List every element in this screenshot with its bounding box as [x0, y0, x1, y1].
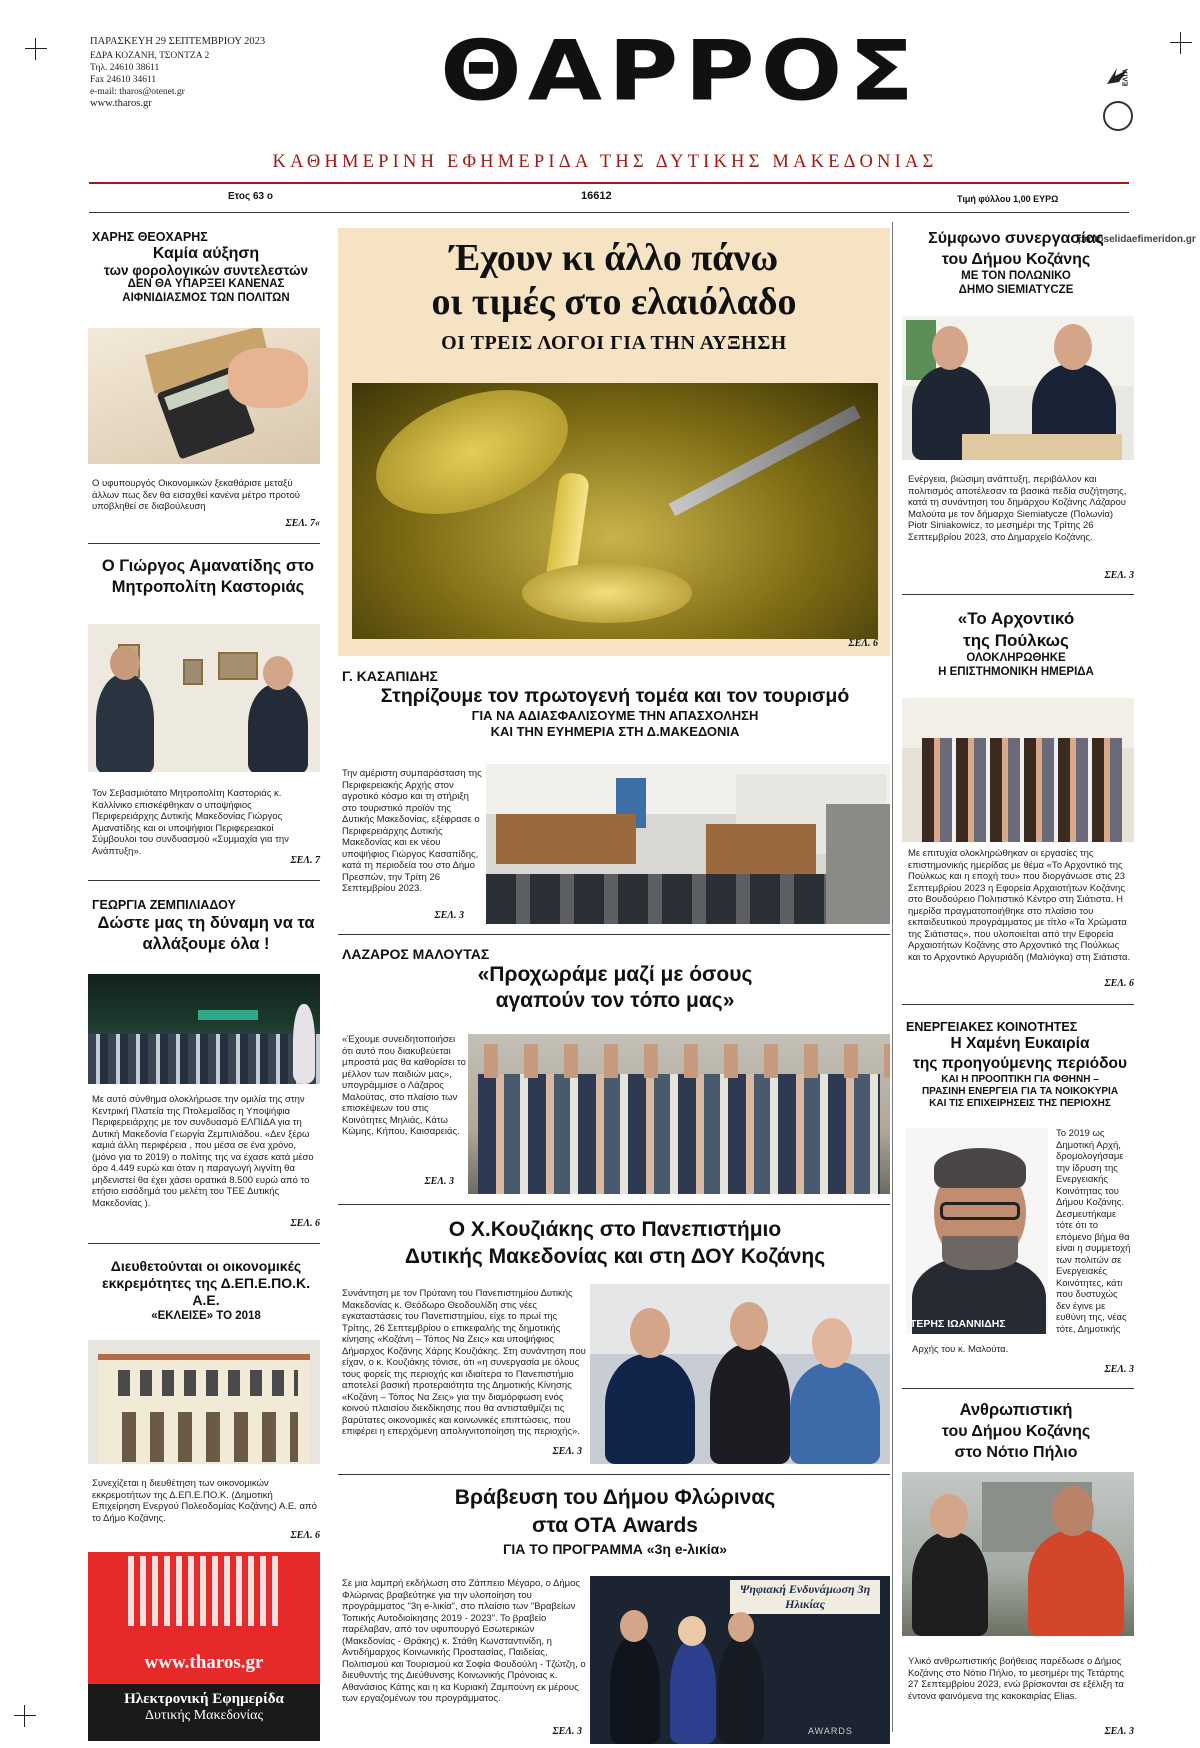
ad-line2: Δυτικής Μακεδονίας — [144, 1708, 264, 1723]
kicker: ΛΑΖΑΡΟΣ ΜΑΛΟΥΤΑΣ — [342, 946, 490, 962]
price: Τιμή φύλλου 1,00 ΕΥΡΩ — [957, 194, 1059, 204]
lead-subtitle: ΟΙ ΤΡΕΙΣ ΛΟΓΟΙ ΓΙΑ ΤΗΝ ΑΥΞΗΣΗ — [441, 332, 787, 354]
elta-label: ΕΛΤΑ — [1122, 68, 1130, 87]
article-depepok[interactable] — [92, 1258, 320, 1324]
subhead: ΓΙΑ ΤΟ ΠΡΟΓΡΑΜΜΑ «3η e-λικία» — [502, 1541, 728, 1557]
issue-number: 16612 — [581, 190, 612, 202]
headline-1: «Προχωράμε μαζί με όσους — [477, 963, 753, 986]
headline-amanatidis: Ο Γιώργος Αμανατίδης στο Μητροπολίτη Καστοριάς — [101, 557, 315, 596]
divider — [902, 1388, 1134, 1389]
headline: Δώστε μας τη δύναμη να τα αλλάξουμε όλα ! — [97, 914, 315, 953]
body: Την αμέριστη συμπαράσταση της Περιφερειακής Αρχής στον αγροτικό κόσμο και τη στήριξη στο τουριστικό προϊόν της Δυτικής Μακεδονίας, εξέφρασε ο Περιφερειάρχης Δυτικής Μακεδονίας και εκ νέου υποψήφιος Γιώργος Κασαπίδης, κατά τη περιοδεία του στο Δήμο Πρεσπών, την Τρίτη 26 Σεπτεμβρίου 2023. — [342, 768, 482, 894]
subhead: των φορολογικών συντελεστών — [103, 263, 309, 278]
subhead-caps: «ΕΚΛΕΙΣΕ» ΤΟ 2018 — [151, 1310, 261, 1322]
photo-calculator-money — [88, 328, 320, 464]
watermark: protoselidaefimeridon.gr — [1078, 234, 1196, 245]
headline-2: της προηγούμενης περιόδου — [912, 1055, 1128, 1072]
divider — [88, 543, 320, 544]
subhead-caps-2: ΑΙΦΝΙΔΙΑΣΜΟΣ ΤΩΝ ΠΟΛΙΤΩΝ — [122, 291, 290, 304]
body: Συνάντηση με τον Πρύτανη του Πανεπιστημίου Δυτικής Μακεδονίας κ. Θεόδωρο Θεοδουλίδη στις νέες εγκαταστάσεις του Πανεπιστημίου, είχε το πρωί της Τρίτης, 26 Σεπτεμβρίου ο επικεφαλής της δημοτικής κίνησης «Κοζάνη – Τόπος Να Ζεις» και υποψήφιος Δήμαρχος Κοζάνης Χάρης Κουζιάκης. Στη συνάντηση που είχαν, ο κ. Κουζιάκης τόνισε, ότι «η συνεργασία με όλους τους φορείς της περιοχής και ιδιαίτερα το Πανεπιστήμιο αποτελεί βασική προτεραιότητα της Δημοτικής Κίνησης «Κοζάνη – Τόπος Να Ζεις» για την διαμόρφωση ενός κοινού πλαισίου διεκδίκησης που θα αντισταθμίζει τις βαρύτατες οικονομικές και κοινωνικές επιπτώσεις, που επιφέρει η επερχόμενη απολιγνιτοποίηση της περιοχής». — [342, 1288, 586, 1437]
lead-title-2: οι τιμές στο ελαιόλαδο — [431, 281, 797, 323]
photo-group — [468, 1034, 890, 1194]
article-maloutas[interactable] — [342, 946, 888, 1014]
page-ref[interactable]: ΣΕΛ. 3 — [552, 1446, 582, 1457]
stamp-icon — [1103, 101, 1133, 131]
page-ref[interactable]: ΣΕΛ. 3 — [1104, 570, 1134, 581]
body: Υλικό ανθρωπιστικής βοήθειας παρέδωσε ο Δήμος Κοζάνης στο Νότιο Πήλιο, το μεσημέρι της Τετάρτης 27 Σεπτεμβρίου 2023, ενώ βρίσκονται σε εξέλιξη τα έντονα φαινόμενα της κακοκαιρίας Elias. — [908, 1656, 1124, 1702]
subhead-2: Η ΕΠΙΣΤΗΜΟΝΙΚΗ ΗΜΕΡΙΔΑ — [938, 665, 1094, 678]
subhead-caps: ΔΕΝ ΘΑ ΥΠΑΡΞΕΙ ΚΑΝΕΝΑΣ — [127, 278, 285, 290]
headline: Στηρίζουμε τον πρωτογενή τομέα και τον τουρισμό — [380, 685, 850, 707]
page-ref[interactable]: ΣΕΛ. 3 — [1104, 1726, 1134, 1737]
body: Τον Σεβασμιότατο Μητροπολίτη Καστοριάς κ. Καλλίνικο επισκέφθηκαν ο υποψήφιος Περιφερειάρχης Δυτικής Μακεδονίας Γιώργος Αμανατίδης και οι υποψήφιοι Περιφερειακοί Σύμβουλοι του συνδυασμού «Συμμαχία για την Ανάπτυξη». — [92, 788, 289, 857]
glasses — [940, 1202, 1020, 1220]
article-kasapidis[interactable] — [342, 668, 888, 740]
award-banner: Ψηφιακή Ενδυνάμωση 3η Ηλικίας — [730, 1580, 880, 1614]
lead-title-1: Έχουν κι άλλο πάνω — [449, 237, 779, 279]
kicker: ΓΕΩΡΓΙΑ ΖΕΜΠΙΛΙΑΔΟΥ — [92, 898, 236, 912]
column-divider-right — [892, 222, 893, 1732]
body: Με επιτυχία ολοκληρώθηκαν οι εργασίες της επιστημονικής ημερίδας με θέμα «Το Αρχοντικό της Πούλκως και η εποχή του» που διοργάνωσε στις 23 Σεπτεμβρίου 2023 η Εφορεία Αρχαιοτήτων Κοζάνης στο Βουδούρειο Πολιτιστικό Κέντρο στη Σιάτιστα. Η ημερίδα πραγματοποιήθηκε στο πλαίσιο του εκπαιδευτικού προγράμματος με τίτλο «Τα Χρώματα της Σιάτιστας», που υλοποιείται από την Εφορεία Αρχαιοτήτων Κοζάνης στο Αρχοντικό της Πούλκως και το Αρχοντικό Αργυριάδη (Μαλιόγκα) στη Σιάτιστα. — [908, 848, 1131, 963]
headline-2: του Δήμου Κοζάνης — [941, 1423, 1091, 1440]
article-zempiliadou[interactable] — [92, 898, 320, 955]
page-ref[interactable]: ΣΕΛ. 6 — [1104, 978, 1134, 989]
headline-1: Ο Χ.Κουζιάκης στο Πανεπιστήμιο — [448, 1218, 782, 1241]
article-poulkos[interactable] — [900, 608, 1132, 679]
divider — [88, 1243, 320, 1244]
page-ref[interactable]: ΣΕΛ. 7 — [290, 855, 320, 866]
header-rule — [89, 182, 1129, 184]
headline-1: Βράβευση του Δήμου Φλώρινας — [454, 1486, 776, 1509]
page-ref[interactable]: ΣΕΛ. 7« — [285, 518, 320, 529]
website[interactable]: www.tharos.gr — [90, 98, 152, 109]
photo-signing — [902, 316, 1134, 460]
elta-logo — [1103, 62, 1133, 131]
ad-line1: Ηλεκτρονική Εφημερίδα — [124, 1691, 284, 1707]
headline-2: Δυτικής Μακεδονίας και στη ΔΟΥ Κοζάνης — [404, 1245, 826, 1268]
issue-date: ΠΑΡΑΣΚΕΥΗ 29 ΣΕΠΤΕΜΒΡΙΟΥ 2023 — [90, 36, 266, 47]
headline-2: του Δήμου Κοζάνης — [941, 251, 1091, 268]
headline-2: της Πούλκως — [963, 631, 1069, 650]
page-ref[interactable]: ΣΕΛ. 3 — [1104, 1364, 1134, 1375]
masthead: ΘΑΡΡΟΣ — [440, 23, 920, 120]
divider — [338, 1204, 890, 1205]
subhead-2: ΚΑΙ ΤΗΝ ΕΥΗΜΕΡΙΑ ΣΤΗ Δ.ΜΑΚΕΔΟΝΙΑ — [490, 724, 740, 739]
kicker: ΧΑΡΗΣ ΘΕΟΧΑΡΗΣ — [92, 230, 208, 244]
page-ref[interactable]: ΣΕΛ. 6 — [290, 1218, 320, 1229]
page-ref[interactable]: ΣΕΛ. 3 — [434, 910, 464, 921]
page-ref[interactable]: ΣΕΛ. 6 — [848, 638, 878, 649]
body: «Έχουμε συνειδητοποιήσει ότι αυτό που διακυβεύεται μπροστά μας θα καθορίσει το μέλλον των παιδιών μας», υπογράμμισε ο Λάζαρος Μαλούτας, στο πλαίσιο των επισκέψεων του στις Κοινότητες Μηλιάς, Κάτω Κώμης, Κήπου, Καισαρειάς. — [342, 1034, 466, 1137]
article-siemiatycze[interactable] — [900, 228, 1132, 297]
article-kouziakis[interactable] — [342, 1216, 888, 1270]
article-energy-communities[interactable] — [906, 1020, 1134, 1110]
fax: Fax 24610 34611 — [90, 75, 157, 85]
year: Ετος 63 ο — [228, 191, 273, 202]
photo-university — [590, 1284, 890, 1464]
awards-text: AWARDS — [808, 1726, 853, 1736]
header-info — [90, 36, 300, 110]
body: Με αυτό σύνθημα ολοκλήρωσε την ομιλία της στην Κεντρική Πλατεία της Πτολεμαΐδας η Υποψήφια Περιφερειάρχης με τον συνδυασμό ΕΛΠΙΔΑ για τη Δυτική Μακεδονία Γεωργία Ζεμπιλιάδου. «Δεν ξέρω καμιά άλλη περιφέρεια , που μέσα σε ένα χρόνο, (μόνο για το 2019) ο πολίτης της να έχασε κατά μέσο όρο 4.449 ευρώ και όταν η παραγωγή λιγνίτη θα μηδενιστεί θα έχει χάσει ορατικά 8.500 ευρώ από το ετήσιο εισόδημά του μελέτη του ΤΕΕ Δυτικής Μακεδονίας ). — [92, 1094, 314, 1209]
crop-mark-top-left — [25, 38, 47, 60]
headline-1: Σύμφωνο συνεργασίας — [928, 230, 1104, 247]
body: Ο υφυπουργός Οικονομικών ξεκαθάρισε μεταξύ άλλων πως δεν θα εισαχθεί κανένα μέτρο προτού υποβληθεί σε διαβούλευση — [92, 478, 300, 512]
kicker: ΕΝΕΡΓΕΙΑΚΕΣ ΚΟΙΝΟΤΗΤΕΣ — [906, 1020, 1078, 1034]
page-ref[interactable]: ΣΕΛ. 6 — [290, 1530, 320, 1541]
subhead-1: ΜΕ ΤΟΝ ΠΟΛΩΝΙΚΟ — [961, 270, 1071, 282]
headline-1: Ανθρωπιστική — [959, 1401, 1073, 1419]
headline: Διευθετούνται οι οικονομικές εκκρεμότητες της Δ.ΕΠ.Ε.ΠΟ.Κ. Α.Ε. — [101, 1258, 310, 1308]
page-ref[interactable]: ΣΕΛ. 3 — [424, 1176, 454, 1187]
phone: Τηλ. 24610 38611 — [90, 63, 160, 73]
headline-2: στα ΟΤΑ Awards — [532, 1514, 698, 1537]
photo-olive-oil — [352, 383, 878, 639]
body: Σε μια λαμπρή εκδήλωση στο Ζάππειο Μέγαρο, ο Δήμος Φλώρινας βραβεύτηκε για την υλοποίηση του προγράμματος "3η e-λικία", στο πλαίσιο των "Βραβείων Τοπικής Αυτοδιοίκησης 2019 - 2023". Το βραβείο παρέλαβαν, από τον υφυπουργό Εσωτερικών (Μακεδονίας - Θράκης) κ. Στάθη Κωνσταντινίδη, η Αντιδήμαρχος Κοινωνικής Προστασίας, Παιδείας, Πολιτισμού και Τουρισμού κα Σοφία Φουδούλη - Τζώτζη, ο διευθυντής της Διεύθυνσης Κοινωνικής Πρόνοιας κ. Αθανάσιος Κάτης και η κα Κυριακή Ζαμπούνη εκ μέρους των εργαζομένων του προγράμματος. — [342, 1578, 586, 1704]
crop-mark-bottom-left — [14, 1705, 36, 1727]
body: Συνεχίζεται η διευθέτηση των οικονομικών εκκρεμοτήτων της Δ.ΕΠ.Ε.ΠΟ.Κ. (Δημοτική Επιχείρηση Ενεργού Πολεοδομίας Κοζάνης) Α.Ε. από το Δήμο Κοζάνης. — [92, 1478, 317, 1524]
photo-building — [88, 1340, 320, 1464]
kicker: Γ. ΚΑΣΑΠΙΔΗΣ — [342, 668, 438, 684]
headline-3: στο Νότιο Πήλιο — [954, 1444, 1078, 1461]
divider — [902, 594, 1134, 595]
subhead-3: ΚΑΙ ΤΙΣ ΕΠΙΧΕΙΡΗΣΕΙΣ ΤΗΣ ΠΕΡΙΟΧΗΣ — [929, 1098, 1111, 1109]
photo-caption: ΤΕΡΗΣ ΙΩΑΝΝΙΔΗΣ — [910, 1318, 1006, 1330]
ad-url[interactable]: www.tharos.gr — [144, 1652, 264, 1673]
photo-ioannidis — [906, 1128, 1048, 1334]
article-pelion-aid[interactable] — [900, 1400, 1132, 1463]
headline-1: «Το Αρχοντικό — [957, 609, 1075, 628]
subhead-1: ΓΙΑ ΝΑ ΑΔΙΑΣΦΑΛΙΣΟΥΜΕ ΤΗΝ ΑΠΑΣΧΟΛΗΣΗ — [471, 708, 759, 723]
address: ΕΔΡΑ ΚΟΖΑΝΗ, ΤΣΟΝΤΖΑ 2 — [90, 51, 210, 61]
headline-2: αγαπούν τον τόπο μας» — [495, 989, 735, 1012]
headline-1: Η Χαμένη Ευκαιρία — [950, 1035, 1090, 1052]
divider — [338, 1474, 890, 1475]
subheader-rule — [89, 212, 1129, 213]
photo-metropolitan — [88, 624, 320, 772]
page-ref[interactable]: ΣΕΛ. 3 — [552, 1726, 582, 1737]
photo-awards — [590, 1576, 890, 1744]
headline: Καμία αύξηση — [152, 245, 260, 262]
photo-meeting — [486, 764, 890, 924]
divider — [88, 880, 320, 881]
subhead-2: ΠΡΑΣΙΝΗ ΕΝΕΡΓΕΙΑ ΓΙΑ ΤΑ ΝΟΙΚΟΚΥΡΙΑ — [921, 1086, 1119, 1097]
subhead-1: ΟΛΟΚΛΗΡΩΘΗΚΕ — [966, 652, 1066, 664]
subhead-2: ΔΗΜΟ SIEMIATYCZE — [958, 283, 1074, 296]
tagline: ΚΑΘΗΜΕΡΙΝΗ ΕΦΗΜΕΡΙΔΑ ΤΗΣ ΔΥΤΙΚΗΣ ΜΑΚΕΔΟΝΙΑΣ — [272, 152, 938, 172]
divider — [338, 934, 890, 935]
email: e-mail: tharos@otenet.gr — [90, 87, 185, 97]
photo-aid-handshake — [902, 1472, 1134, 1636]
photo-rally — [88, 974, 320, 1084]
photo-conference — [902, 698, 1134, 842]
body-continued: Αρχής του κ. Μαλούτα. — [912, 1344, 1009, 1355]
article-theocharis[interactable] — [92, 230, 320, 305]
subhead-1: ΚΑΙ Η ΠΡΟΟΠΤΙΚΗ ΓΙΑ ΦΘΗΝΗ – — [941, 1074, 1099, 1085]
body: Ενέργεια, βιώσιμη ανάπτυξη, περιβάλλον και πολιτισμός αποτέλεσαν τα βασικά πεδία συζήτησης, κατά τη συνάντηση του δημάρχου Κοζάνης Λάζαρου Μαλούτα με τον δήμαρχο Siemiatycze (Πολωνία) Piotr Siniakowicz, το μεσημέρι της Τρίτης 26 Σεπτεμβρίου 2023, στο Δημαρχείο Κοζάνης. — [908, 474, 1127, 543]
divider — [902, 1004, 1134, 1005]
body: Το 2019 ως Δημοτική Αρχή, δρομολογήσαμε την ίδρυση της Ενεργειακής Κοινότητας του Δήμου Κοζάνης. Δεσμευτήκαμε τότε ότι το επόμενο βήμα θα είναι η συμμετοχή των πολιτών σε Ενεργειακές Κοινότητες, κάτι που δυστυχώς δεν έγινε με ευθύνη της, νέας τότε, Δημοτικής — [1056, 1128, 1131, 1335]
qr-code-icon — [128, 1556, 278, 1626]
ad-tharos[interactable] — [88, 1552, 320, 1741]
crop-mark-top-right — [1170, 32, 1192, 54]
article-florina-awards[interactable] — [342, 1484, 888, 1559]
lead-olive-oil[interactable] — [338, 228, 890, 656]
